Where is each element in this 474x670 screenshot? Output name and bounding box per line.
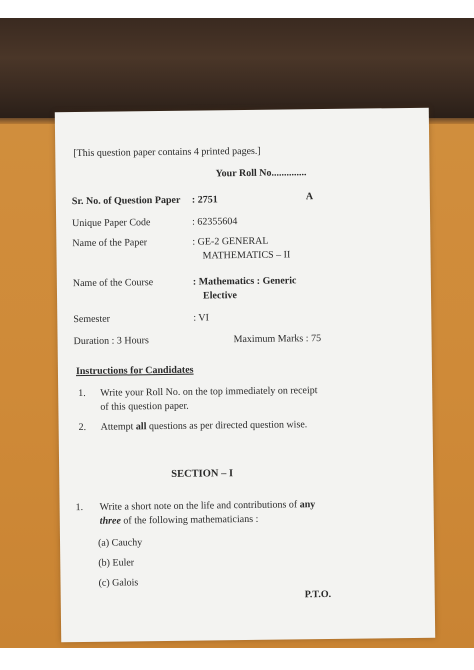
- section-heading: SECTION – I: [171, 468, 234, 480]
- option-b: (b) Euler: [98, 557, 135, 569]
- instruction-2-bold: all: [135, 421, 147, 433]
- question-line1-pre: Write a short note on the life and contributions of: [99, 499, 300, 513]
- sr-label: Sr. No. of Question Paper: [71, 194, 181, 208]
- semester-label: Semester: [73, 313, 111, 326]
- instruction-2-pre: Attempt: [100, 421, 136, 433]
- duration: Duration : 3 Hours: [73, 335, 149, 348]
- header-note: [This question paper contains 4 printed pages.]: [73, 145, 261, 160]
- instruction-2-text: [101, 419, 308, 433]
- question-number: 1.: [75, 501, 84, 514]
- instructions-heading: Instructions for Candidates: [75, 364, 194, 378]
- instruction-2-number: 2.: [78, 421, 87, 434]
- sr-value: : 2751: [191, 194, 218, 206]
- pto: P.T.O.: [304, 588, 332, 601]
- paper-value-line1: : GE-2 GENERAL: [192, 235, 269, 248]
- question-line2: [100, 514, 259, 527]
- course-value-line2: Elective: [202, 290, 237, 302]
- wooden-surface: [0, 18, 474, 118]
- max-marks: Maximum Marks : 75: [233, 333, 322, 346]
- instruction-1-line2: of this question paper.: [100, 400, 189, 413]
- course-value-line1: : Mathematics : Generic: [192, 275, 297, 288]
- option-a: (a) Cauchy: [97, 537, 143, 549]
- photo: [0, 18, 474, 648]
- question-paper: [55, 108, 435, 643]
- instruction-2-post: questions as per directed question wise.: [146, 419, 308, 433]
- code-value: : 62355604: [192, 216, 238, 228]
- question-line1: [100, 499, 316, 513]
- sr-letter: A: [305, 191, 314, 203]
- question-line2-bold: three: [99, 515, 121, 527]
- paper-label: Name of the Paper: [72, 237, 148, 250]
- roll-no: Your Roll No..............: [215, 167, 307, 180]
- option-c: (c) Galois: [98, 577, 139, 589]
- question-line1-bold: any: [299, 499, 316, 511]
- paper-value-line2: MATHEMATICS – II: [202, 249, 291, 262]
- question-line2-post: of the following mathematicians :: [120, 513, 259, 527]
- instruction-1-line1: Write your Roll No. on the top immediately on receipt: [100, 385, 318, 399]
- instruction-1-number: 1.: [78, 387, 86, 400]
- code-label: Unique Paper Code: [72, 217, 151, 230]
- course-label: Name of the Course: [72, 277, 154, 290]
- semester-value: : VI: [193, 312, 210, 324]
